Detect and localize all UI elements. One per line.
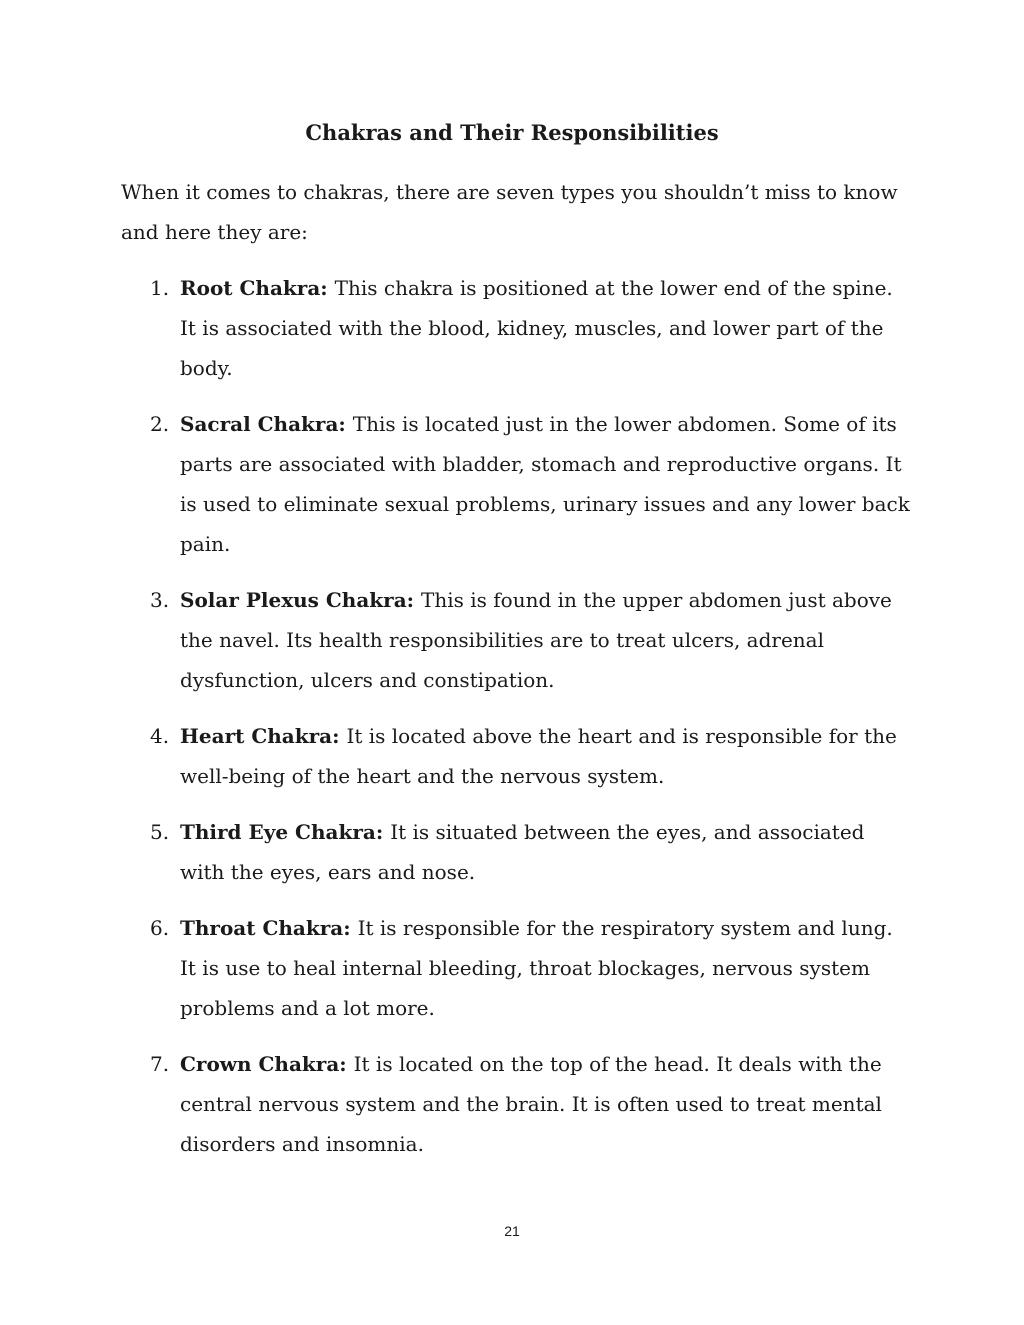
list-item-crown-chakra — [120, 1044, 912, 1164]
list-item-name: Third Eye Chakra: — [180, 820, 391, 844]
list-item-throat-chakra — [120, 908, 912, 1028]
list-item-name: Heart Chakra: — [180, 724, 347, 748]
chakra-list — [120, 268, 912, 1180]
list-item-number: 5. — [150, 820, 170, 844]
intro-paragraph: When it comes to chakras, there are seven types you shouldn’t miss to know and here they are: — [121, 180, 898, 244]
list-item-name: Throat Chakra: — [180, 916, 358, 940]
list-item-number: 3. — [150, 588, 170, 612]
list-item-name: Crown Chakra: — [180, 1052, 354, 1076]
list-item-heart-chakra — [120, 716, 912, 796]
list-item-number: 7. — [150, 1052, 170, 1076]
list-item-number: 4. — [150, 724, 170, 748]
list-item-description: It is situated between the eyes, and associated with the eyes, ears and nose. — [180, 820, 865, 884]
list-item-number: 6. — [150, 916, 170, 940]
list-item-solar-plexus-chakra — [120, 580, 912, 700]
list-item-sacral-chakra — [120, 404, 912, 564]
page-title: Chakras and Their Responsibilities — [305, 120, 719, 145]
list-item-number: 2. — [150, 412, 170, 436]
list-item-description: It is located on the top of the head. It deals with the central nervous system and the brain. It is often used to treat mental disorders and insomnia. — [180, 1052, 882, 1156]
list-item-name: Solar Plexus Chakra: — [180, 588, 422, 612]
page-number: 21 — [504, 1223, 520, 1239]
list-item-root-chakra — [120, 268, 912, 388]
list-item-third-eye-chakra — [120, 812, 912, 892]
list-item-name: Sacral Chakra: — [180, 412, 353, 436]
list-item-number: 1. — [150, 276, 170, 300]
list-item-description: This chakra is positioned at the lower end of the spine. It is associated with the blood, kidney, muscles, and lower part of the body. — [180, 276, 893, 380]
list-item-description: This is found in the upper abdomen just above the navel. Its health responsibilities are to treat ulcers, adrenal dysfunction, ulcers and constipation. — [180, 588, 892, 692]
list-item-description: It is responsible for the respiratory system and lung. It is use to heal internal bleeding, throat blockages, nervous system problems and a lot more. — [180, 916, 893, 1020]
list-item-name: Root Chakra: — [180, 276, 335, 300]
list-item-description: It is located above the heart and is responsible for the well-being of the heart and the nervous system. — [180, 724, 897, 788]
list-item-description: This is located just in the lower abdomen. Some of its parts are associated with bladder, stomach and reproductive organs. It is used to eliminate sexual problems, urinary issues and any lower back pain. — [180, 412, 910, 556]
